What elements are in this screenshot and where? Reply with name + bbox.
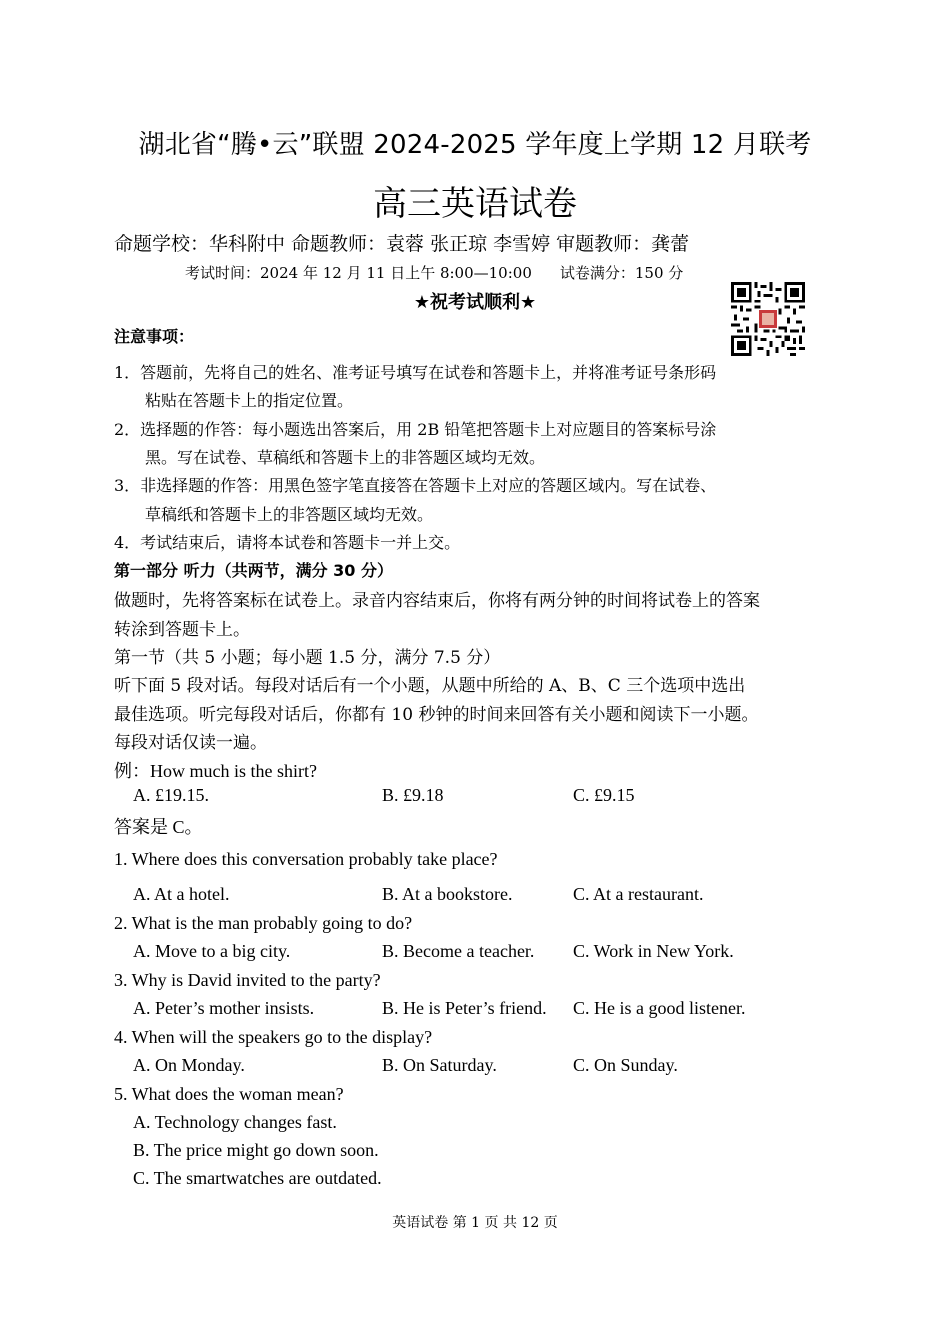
q1-option-a: A. At a hotel.: [133, 884, 230, 904]
notice-heading: 注意事项：: [114, 327, 195, 346]
exam-title: 湖北省“腾•云”联盟 2024-2025 学年度上学期 12 月联考: [138, 130, 812, 160]
q3-option-c: C. He is a good listener.: [573, 998, 746, 1018]
example-option-a: A. £19.15.: [133, 785, 209, 805]
notice-line: 3．非选择题的作答：用黑色签字笔直接答在答题卡上对应的答题区域内。写在试卷、: [114, 476, 717, 495]
good-luck-wish: ★祝考试顺利★: [413, 292, 537, 313]
example-answer: 答案是 C。: [114, 817, 203, 837]
q1-option-c: C. At a restaurant.: [573, 884, 704, 904]
directions-line: 最佳选项。听完每段对话后，你都有 10 秒钟的时间来回答有关小题和阅读下一小题。: [114, 705, 759, 725]
q4-option-b: B. On Saturday.: [382, 1055, 497, 1075]
q2-option-c: C. Work in New York.: [573, 941, 734, 961]
school-line: 命题学校：华科附中 命题教师：袁蓉 张正琼 李雪婷 审题教师：龚蕾: [114, 233, 690, 255]
directions-line: 每段对话仅读一遍。: [114, 733, 267, 753]
notice-line: 4．考试结束后，请将本试卷和答题卡一并上交。: [114, 533, 461, 552]
q4-option-c: C. On Sunday.: [573, 1055, 678, 1075]
exam-time-line: [185, 262, 683, 283]
q1-option-b: B. At a bookstore.: [382, 884, 513, 904]
exam-subtitle: 高三英语试卷: [373, 184, 577, 224]
q3-option-b: B. He is Peter’s friend.: [382, 998, 547, 1018]
notice-line: 粘贴在答题卡上的指定位置。: [145, 391, 354, 410]
exam-time: 考试时间：2024 年 12 月 11 日上午 8:00—10:00: [185, 264, 532, 282]
qr-code-icon: [731, 282, 805, 356]
q4-option-a: A. On Monday.: [133, 1055, 245, 1075]
notice-line: 黑。写在试卷、草稿纸和答题卡上的非答题区域均无效。: [145, 448, 546, 467]
q3-option-a: A. Peter’s mother insists.: [133, 998, 315, 1018]
part1-intro-line: 做题时，先将答案标在试卷上。录音内容结束后，你将有两分钟的时间将试卷上的答案: [114, 591, 760, 611]
q5-option-b: B. The price might go down soon.: [133, 1140, 379, 1160]
full-score: 试卷满分：150 分: [559, 264, 684, 282]
question-5: 5. What does the woman mean?: [114, 1084, 344, 1104]
q2-option-b: B. Become a teacher.: [382, 941, 535, 961]
question-4: 4. When will the speakers go to the display?: [114, 1027, 433, 1047]
example-option-b: B. £9.18: [382, 785, 444, 805]
part1-heading: 第一部分 听力（共两节，满分 30 分）: [114, 561, 393, 580]
q5-option-a: A. Technology changes fast.: [133, 1112, 337, 1132]
example-question: 例：How much is the shirt?: [114, 761, 317, 781]
part1-intro-line: 转涂到答题卡上。: [114, 620, 250, 640]
example-option-c: C. £9.15: [573, 785, 635, 805]
q5-option-c: C. The smartwatches are outdated.: [133, 1168, 382, 1188]
notice-line: 草稿纸和答题卡上的非答题区域均无效。: [145, 505, 434, 524]
notice-line: 2．选择题的作答：每小题选出答案后，用 2B 铅笔把答题卡上对应题目的答案标号涂: [114, 420, 717, 439]
q2-option-a: A. Move to a big city.: [133, 941, 291, 961]
section1-heading: 第一节（共 5 小题；每小题 1.5 分，满分 7.5 分）: [114, 648, 501, 668]
notice-line: 1．答题前，先将自己的姓名、准考证号填写在试卷和答题卡上，并将准考证号条形码: [114, 363, 717, 382]
question-2: 2. What is the man probably going to do?: [114, 913, 413, 933]
page-footer: 英语试卷 第 1 页 共 12 页: [392, 1215, 558, 1231]
question-3: 3. Why is David invited to the party?: [114, 970, 381, 990]
directions-line: 听下面 5 段对话。每段对话后有一个小题，从题中所给的 A、B、C 三个选项中选出: [114, 676, 746, 696]
question-1: 1. Where does this conversation probably take place?: [114, 849, 498, 869]
